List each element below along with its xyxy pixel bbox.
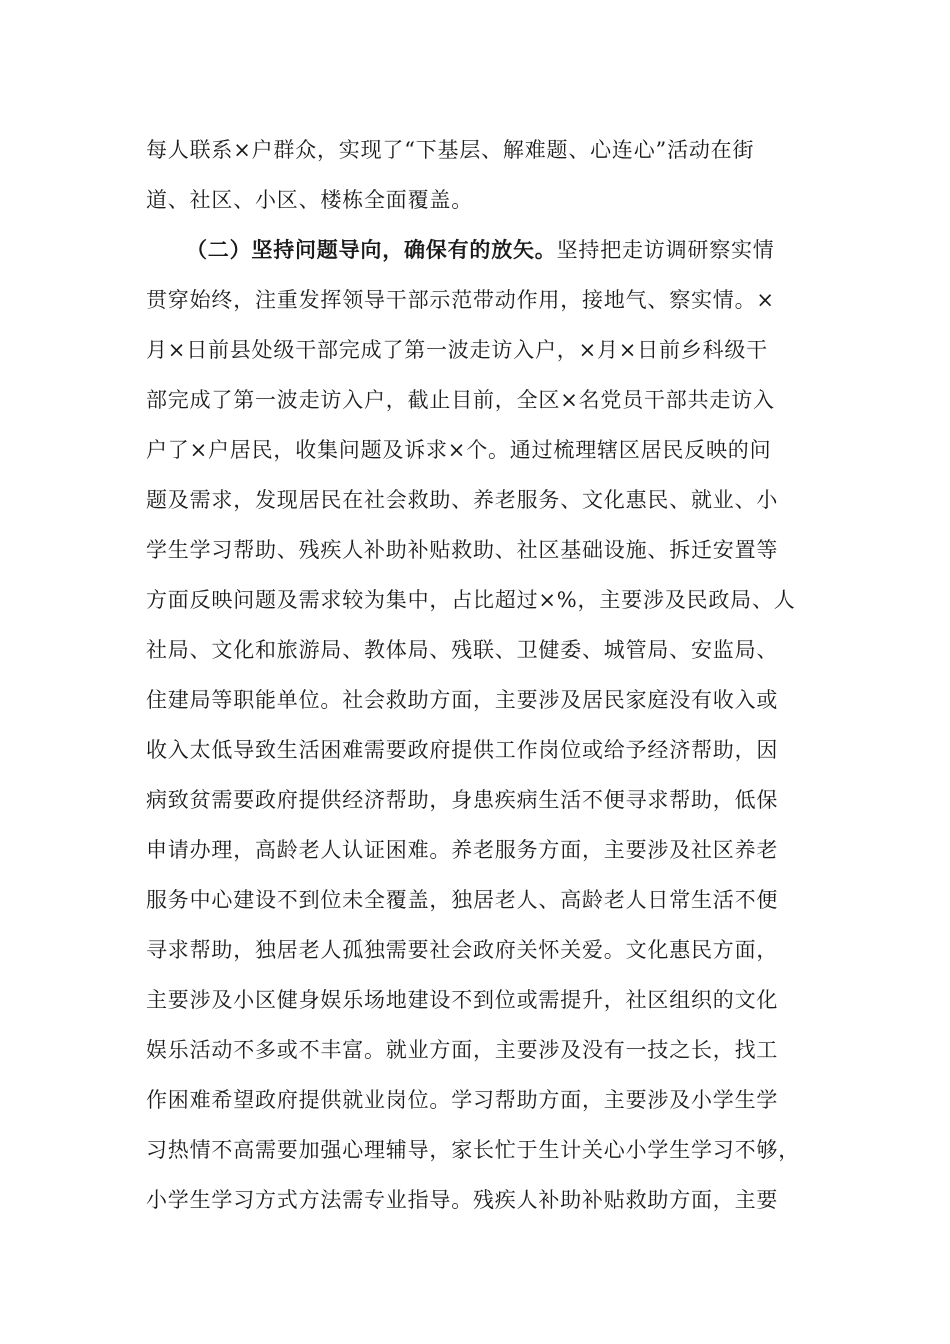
text-line-9: 学生学习帮助、残疾人补助补贴救助、社区基础设施、拆迁安置等 — [146, 538, 779, 562]
text-line-14: 病致贫需要政府提供经济帮助，身患疾病生活不便寻求帮助，低保 — [146, 788, 779, 812]
text-line-12: 住建局等职能单位。社会救助方面，主要涉及居民家庭没有收入或 — [146, 688, 779, 712]
text-line-7: 户了×户居民，收集问题及诉求×个。通过梳理辖区居民反映的问 — [146, 438, 772, 462]
text-line-13: 收入太低导致生活困难需要政府提供工作岗位或给予经济帮助，因 — [146, 738, 779, 762]
text-line-22: 小学生学习方式方法需专业指导。残疾人补助补贴救助方面，主要 — [146, 1188, 779, 1212]
text-line-10: 方面反映问题及需求较为集中，占比超过×%，主要涉及民政局、人 — [146, 588, 796, 612]
text-line-6: 部完成了第一波走访入户，截止目前，全区×名党员干部共走访入 — [146, 388, 775, 412]
text-line-8: 题及需求，发现居民在社会救助、养老服务、文化惠民、就业、小 — [146, 488, 779, 512]
text-line-4: 贯穿始终，注重发挥领导干部示范带动作用，接地气、察实情。× — [146, 288, 775, 312]
text-line-15: 申请办理，高龄老人认证困难。养老服务方面，主要涉及社区养老 — [146, 838, 779, 862]
text-line-18: 主要涉及小区健身娱乐场地建设不到位或需提升，社区组织的文化 — [146, 988, 779, 1012]
section-heading-continuation: 坚持把走访调研察实情 — [556, 238, 775, 262]
text-line-11: 社局、文化和旅游局、教体局、残联、卫健委、城管局、安监局、 — [146, 638, 779, 662]
section-heading: （二）坚持问题导向，确保有的放矢。 — [186, 237, 557, 262]
text-line-20: 作困难希望政府提供就业岗位。学习帮助方面，主要涉及小学生学 — [146, 1088, 779, 1112]
text-line-17: 寻求帮助，独居老人孤独需要社会政府关怀关爱。文化惠民方面， — [146, 938, 779, 962]
text-line-21: 习热情不高需要加强心理辅导，家长忙于生计关心小学生学习不够， — [146, 1138, 800, 1162]
text-line-2: 道、社区、小区、楼栋全面覆盖。 — [146, 188, 473, 212]
text-line-16: 服务中心建设不到位未全覆盖，独居老人、高龄老人日常生活不便 — [146, 888, 779, 912]
text-line-1: 每人联系×户群众，实现了“下基层、解难题、心连心”活动在街 — [146, 138, 755, 162]
text-line-5: 月×日前县处级干部完成了第一波走访入户，×月×日前乡科级干 — [146, 338, 768, 362]
section-heading-line — [186, 230, 806, 270]
text-line-19: 娱乐活动不多或不丰富。就业方面，主要涉及没有一技之长，找工 — [146, 1038, 779, 1062]
